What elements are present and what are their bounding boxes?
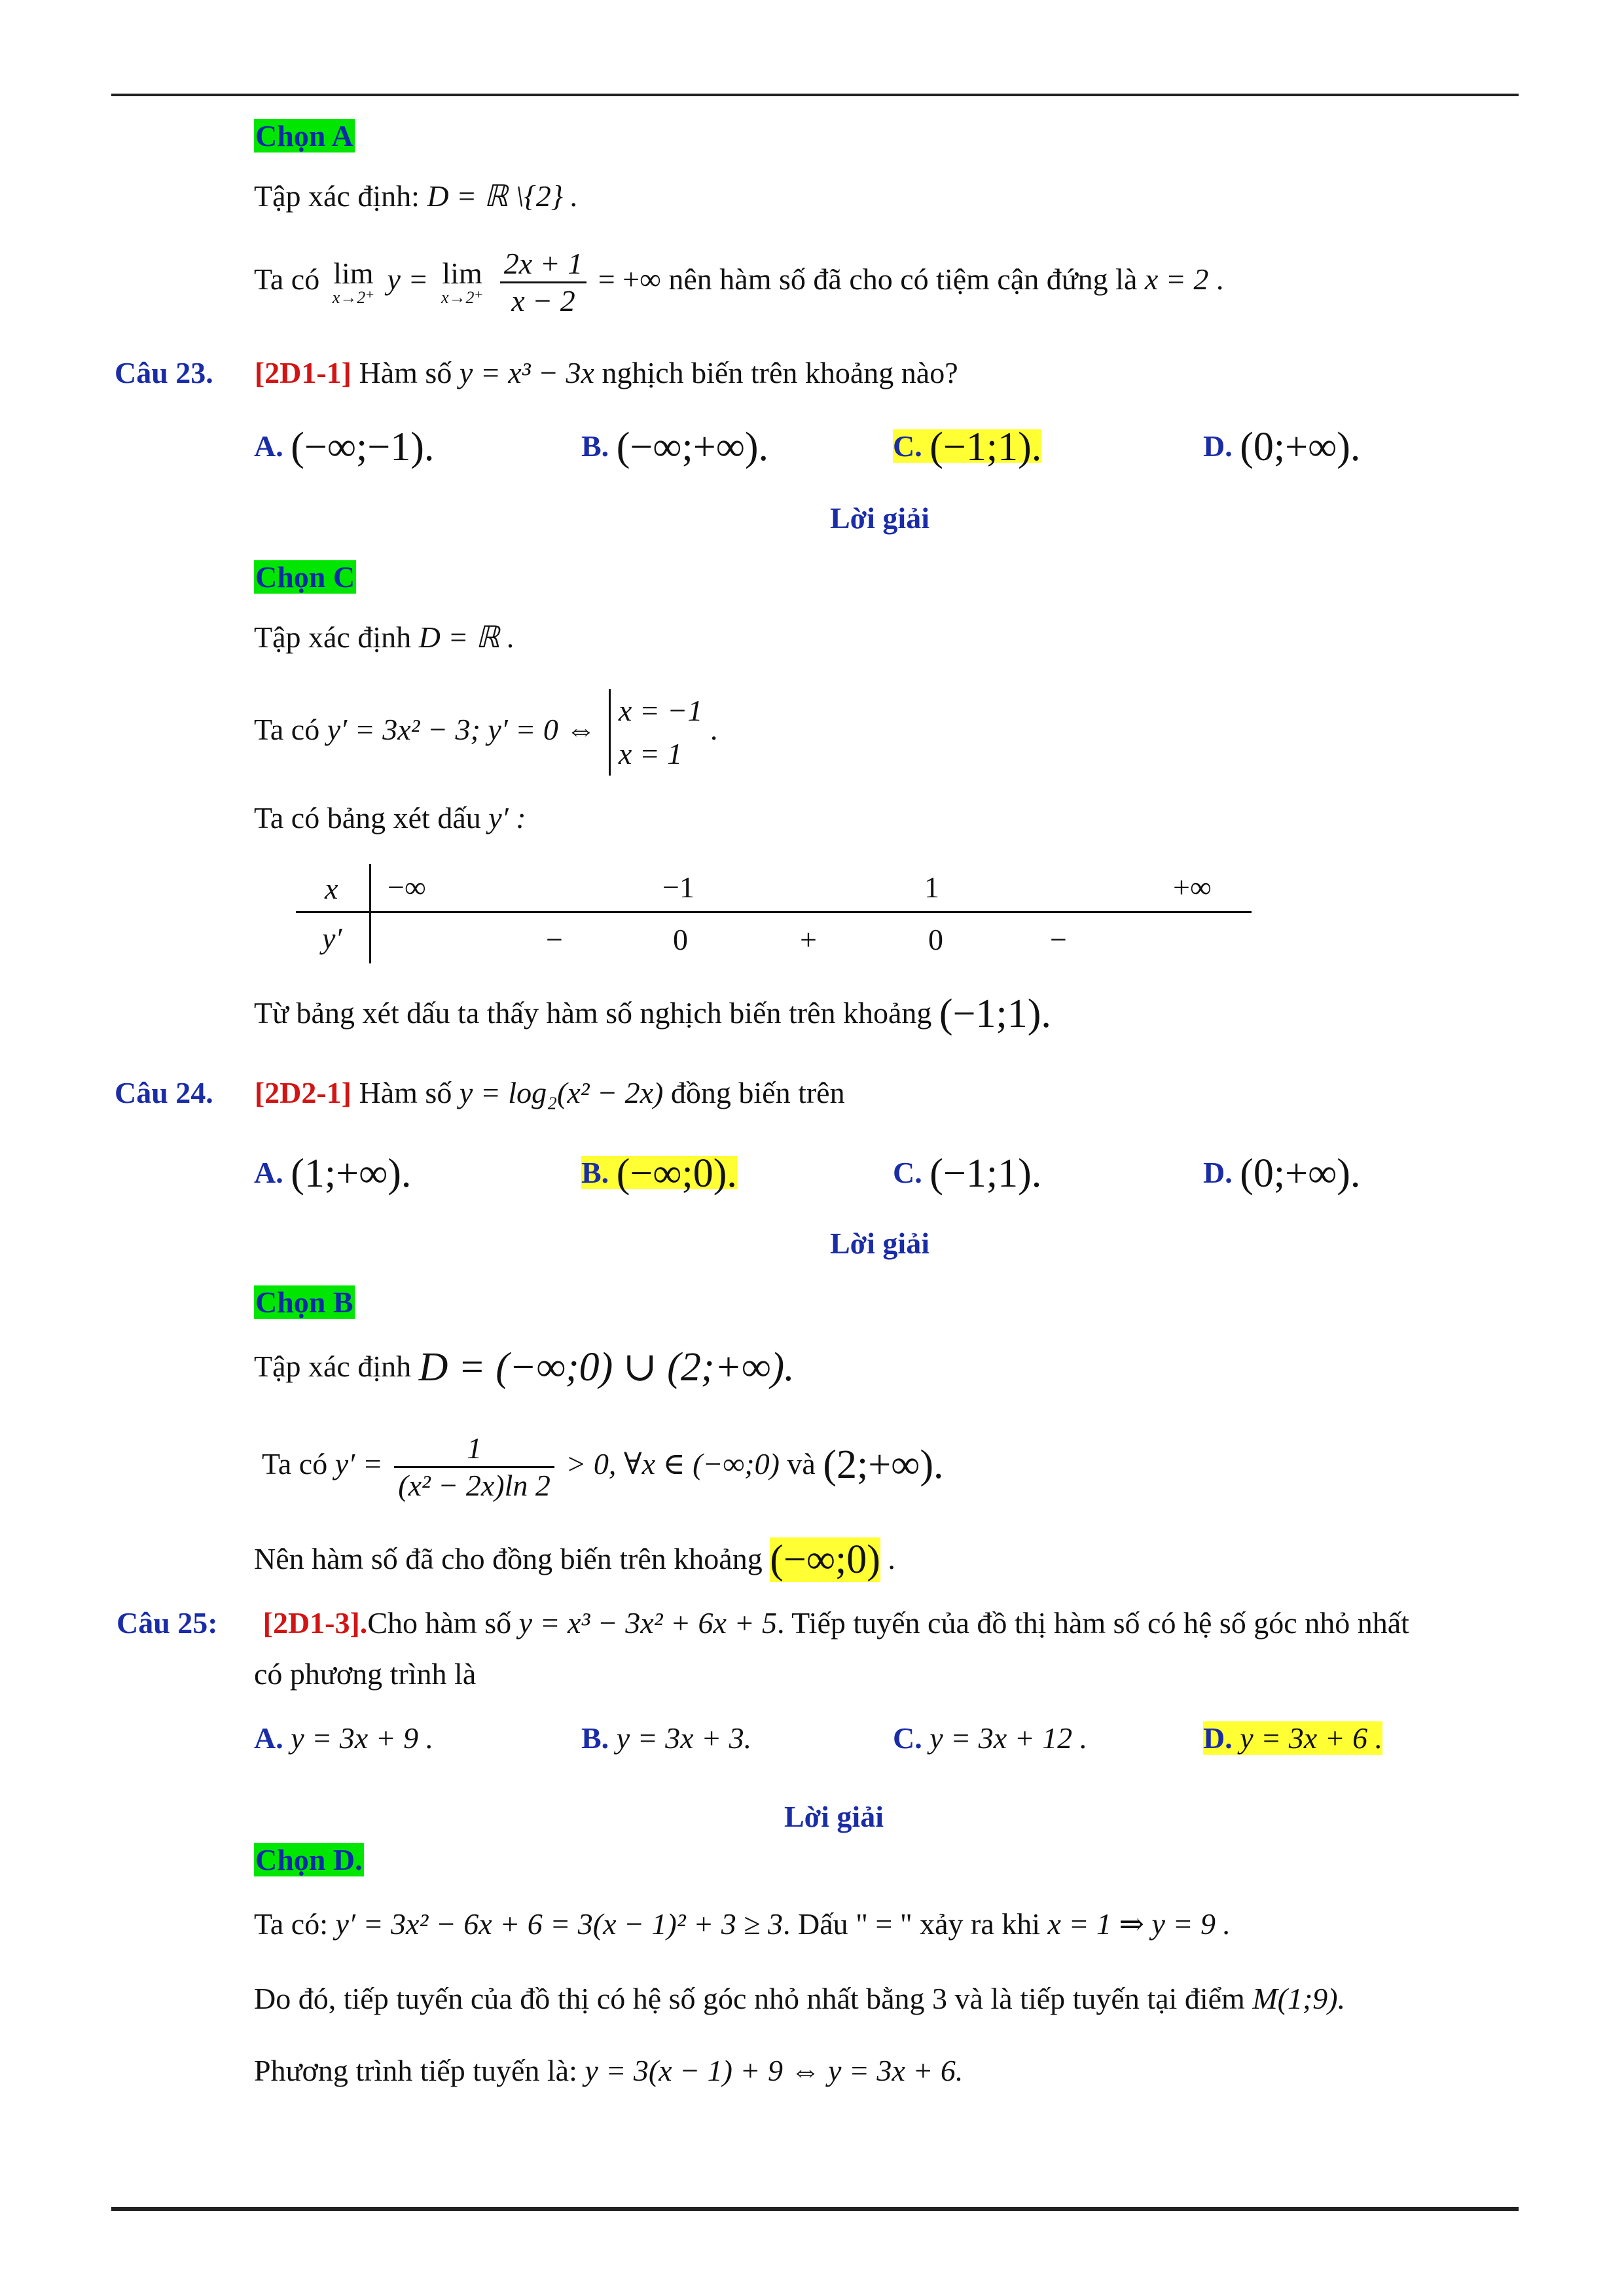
- conclusion-end: .: [888, 1542, 895, 1575]
- deriv-rhs: > 0, ∀x ∈ (−∞;0): [566, 1447, 780, 1480]
- question-tag: [2D2-1]: [254, 1076, 352, 1109]
- q24-option-c[interactable]: [893, 1151, 1042, 1196]
- q23-option-a[interactable]: [254, 427, 434, 467]
- deriv-interval: (2;+∞).: [823, 1443, 944, 1487]
- q25-chon-label: [254, 1840, 364, 1880]
- question-number: Câu 23.: [115, 356, 213, 389]
- domain-math: D = ℝ .: [418, 620, 515, 654]
- stem-before: Hàm số: [359, 356, 452, 389]
- q25-solution-line3: [254, 2051, 963, 2090]
- option-value: (0;+∞).: [1240, 1151, 1361, 1196]
- stem-before: Hàm số: [359, 1076, 452, 1109]
- option-value: (0;+∞).: [1240, 425, 1361, 469]
- q23-domain-line: [254, 618, 514, 657]
- line1-prefix: Ta có:: [254, 1907, 329, 1941]
- stem-after: . Tiếp tuyến của đồ thị hàm số có hệ số góc nhỏ nhất: [777, 1606, 1409, 1640]
- line3-text: Phương trình tiếp tuyến là:: [254, 2054, 577, 2087]
- lim-word: lim: [333, 257, 374, 291]
- answer-badge: Chọn C: [255, 560, 355, 594]
- q24-option-a[interactable]: [254, 1151, 412, 1196]
- q23-conclusion: [254, 992, 1051, 1036]
- q25-stem-line2: có phương trình là: [254, 1657, 477, 1691]
- line2-math: M(1;9).: [1252, 1982, 1346, 2015]
- line2-text: Do đó, tiếp tuyến của đồ thị có hệ số góc nhỏ nhất bằng 3 và là tiếp tuyến tại điểm: [254, 1982, 1245, 2015]
- lim-sub-2: x→2⁺: [441, 288, 484, 308]
- q23-stem: [115, 353, 958, 393]
- option-letter: D.: [1203, 429, 1233, 463]
- q25-stem: [117, 1604, 1409, 1643]
- question-tag: [2D1-1]: [254, 356, 352, 389]
- option-letter: B.: [581, 429, 609, 463]
- answer-badge: Chọn B: [255, 1285, 353, 1319]
- option-value: (−1;1).: [929, 1151, 1042, 1196]
- stem-after: đồng biến trên: [670, 1076, 845, 1109]
- option-letter: A.: [254, 1721, 283, 1755]
- conclusion-math: (−1;1).: [939, 992, 1051, 1036]
- option-value: (−∞;0).: [616, 1151, 737, 1196]
- conclusion-text: Nên hàm số đã cho đồng biến trên khoảng: [254, 1542, 763, 1575]
- frac-denominator: (x² − 2x)ln 2: [398, 1468, 550, 1502]
- option-letter: D.: [1203, 1721, 1233, 1755]
- option-letter: A.: [254, 1156, 283, 1189]
- stem-before: Cho hàm số: [367, 1606, 512, 1640]
- limit-end: .: [1216, 262, 1224, 296]
- q23-derivative-line: [254, 681, 717, 779]
- domain-math: D = ℝ \{2} .: [427, 179, 579, 213]
- option-value: (−∞;+∞).: [616, 425, 769, 469]
- correct-answer-highlight: [581, 1151, 737, 1196]
- q24-option-b[interactable]: [581, 1151, 737, 1196]
- prev-limit-line: [254, 237, 1223, 322]
- lim-fraction: [500, 246, 586, 319]
- conclusion-math: (−∞;0): [770, 1537, 880, 1582]
- asymptote: x = 2: [1144, 262, 1209, 296]
- deriv-end: .: [710, 713, 718, 746]
- domain-text: Tập xác định: [254, 620, 412, 654]
- line1-mid: . Dấu " = " xảy ra khi: [782, 1907, 1041, 1941]
- q23-chon-label: [254, 558, 356, 597]
- footer-rule: [111, 2207, 1519, 2211]
- q25-option-c[interactable]: [893, 1719, 1087, 1758]
- option-value: y = 3x + 6 .: [1240, 1721, 1383, 1755]
- prev-domain-line: [254, 177, 578, 216]
- question-tag: [2D1-3].: [262, 1606, 368, 1640]
- q24-conclusion: [254, 1537, 895, 1582]
- frac-numerator: 1: [394, 1431, 554, 1468]
- deriv-lhs: y′ =: [334, 1447, 383, 1480]
- domain-text: Tập xác định:: [254, 179, 420, 213]
- domain-math: D = (−∞;0) ∪ (2;+∞).: [418, 1345, 795, 1390]
- deriv-fraction: [394, 1431, 554, 1503]
- deriv-and: và: [787, 1447, 816, 1480]
- sign-value: −: [1050, 923, 1067, 956]
- q24-chon-label: [254, 1283, 355, 1322]
- q25-option-b[interactable]: [581, 1719, 751, 1758]
- roots-system: [609, 689, 703, 776]
- row-label-yprime: y′: [322, 922, 342, 955]
- prev-chon-label: [254, 117, 355, 156]
- stem-function: y = x³ − 3x² + 6x + 5: [518, 1606, 778, 1640]
- header-rule: [111, 94, 1519, 96]
- question-number: Câu 24.: [115, 1076, 213, 1109]
- option-letter: D.: [1203, 1156, 1233, 1189]
- sign-value: −: [546, 923, 563, 956]
- stem-function: y = log₂(x² − 2x): [459, 1076, 664, 1109]
- q23-option-b[interactable]: [581, 427, 768, 467]
- answer-badge: Chọn A: [255, 119, 353, 152]
- stem-after: nghịch biến trên khoảng nào?: [602, 356, 958, 389]
- sign-value: +: [800, 923, 817, 956]
- lim-sub: x→2⁺: [332, 288, 374, 308]
- line1-math: y′ = 3x² − 6x + 6 = 3(x − 1)² + 3 ≥ 3: [335, 1907, 783, 1941]
- option-value: (−1;1).: [929, 425, 1042, 469]
- lim-right: [441, 258, 483, 306]
- table-intro-text: Ta có bảng xét dấu: [254, 801, 481, 834]
- domain-text: Tập xác định: [254, 1350, 412, 1383]
- q23-option-c[interactable]: [893, 427, 1041, 467]
- option-letter: B.: [581, 1721, 609, 1755]
- q24-derivative-line: [262, 1415, 944, 1514]
- x-value: +∞: [1173, 870, 1212, 904]
- question-number: Câu 25:: [117, 1606, 218, 1640]
- sign-table: [296, 864, 1252, 962]
- root-1: x = −1: [618, 694, 703, 728]
- option-letter: A.: [254, 429, 283, 463]
- frac-denominator: x − 2: [511, 283, 575, 317]
- correct-answer-highlight: [893, 425, 1042, 469]
- deriv-prefix: Ta có: [254, 713, 320, 746]
- q25-loigiai-heading: Lời giải: [784, 1800, 884, 1833]
- q24-domain-line: [254, 1345, 795, 1390]
- sign-value: 0: [928, 923, 943, 956]
- option-value: y = 3x + 3.: [616, 1721, 752, 1755]
- q25-option-d[interactable]: [1203, 1719, 1382, 1758]
- deriv-prefix: Ta có: [262, 1447, 328, 1480]
- line3-math: y = 3(x − 1) + 9 ⇔ y = 3x + 6.: [585, 2054, 964, 2087]
- sign-value: 0: [673, 923, 688, 956]
- table-hline: [296, 911, 1252, 913]
- lim-word-2: lim: [442, 257, 482, 291]
- q24-option-d[interactable]: [1203, 1151, 1361, 1196]
- x-value: −1: [662, 870, 695, 904]
- table-intro-math: y′ :: [488, 801, 526, 834]
- lim-function: y =: [387, 262, 429, 296]
- option-value: (1;+∞).: [291, 1151, 412, 1196]
- q25-option-a[interactable]: [254, 1719, 433, 1758]
- option-letter: C.: [893, 429, 922, 463]
- lim-left: [333, 258, 374, 306]
- table-vline: [369, 864, 371, 963]
- q23-loigiai-heading: Lời giải: [830, 501, 929, 535]
- q25-solution-line2: [254, 1979, 1345, 2018]
- q25-solution-line1: [254, 1905, 1231, 1944]
- option-letter: B.: [581, 1156, 609, 1189]
- answer-badge: Chọn D.: [255, 1843, 363, 1876]
- option-value: (−∞;−1).: [291, 425, 435, 469]
- line1-math2: x = 1 ⇒ y = 9 .: [1047, 1907, 1231, 1941]
- stem-function: y = x³ − 3x: [459, 356, 594, 389]
- q23-option-d[interactable]: [1203, 427, 1360, 467]
- x-value: −∞: [388, 870, 426, 904]
- conclusion-text: Từ bảng xét dấu ta thấy hàm số nghịch biến trên khoảng: [254, 996, 932, 1030]
- limit-prefix: Ta có: [254, 262, 320, 296]
- option-letter: C.: [893, 1156, 922, 1189]
- root-2: x = 1: [618, 737, 683, 771]
- row-label-x: x: [325, 872, 338, 905]
- correct-answer-highlight: [1203, 1721, 1382, 1755]
- lim-result: = +∞: [598, 262, 661, 296]
- deriv-math: y′ = 3x² − 3; y′ = 0 ⇔: [327, 713, 596, 746]
- q24-loigiai-heading: Lời giải: [830, 1227, 929, 1260]
- limit-conclusion: nên hàm số đã cho có tiệm cận đứng là: [668, 262, 1138, 296]
- option-value: y = 3x + 9 .: [291, 1721, 434, 1755]
- q23-table-intro: [254, 798, 526, 838]
- frac-numerator: 2x + 1: [500, 246, 586, 283]
- q24-stem: [115, 1073, 845, 1113]
- x-value: 1: [924, 870, 939, 904]
- option-value: y = 3x + 12 .: [929, 1721, 1088, 1755]
- option-letter: C.: [893, 1721, 922, 1755]
